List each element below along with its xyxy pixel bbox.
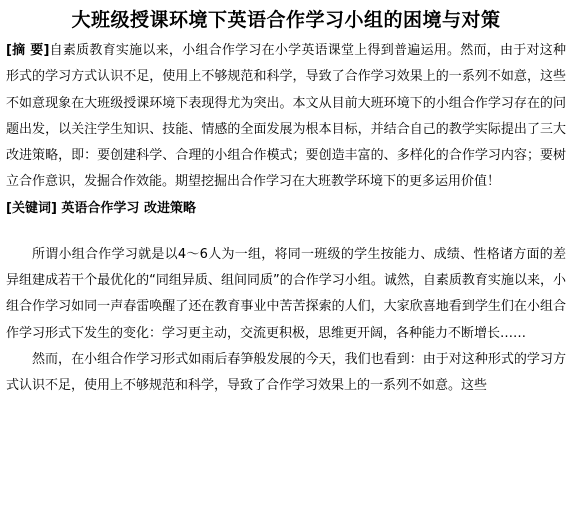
body-paragraph-1: 所谓小组合作学习就是以4～6人为一组，将同一班级的学生按能力、成绩、性格诸方面的差异组建成若干个最优化的“同组异质、组间同质”的合作学习小组。诚然，自素质教育实施以来，小组合作学习如同一声春雷唤醒了还在教育事业中苦苦探索的人们，大家欣喜地看到学生们在小组合作学习形式下发生的变化：学习更主动，交流更积极，思维更开阔，各种能力不断增长…… — [6, 246, 566, 341]
keywords-text: 英语合作学习 改进策略 — [61, 200, 196, 216]
paragraph-spacer — [6, 222, 566, 242]
abstract-text: 自素质教育实施以来，小组合作学习在小学英语课堂上得到普遍运用。然而，由于对这种形式的学习方式认识不足，使用上不够规范和科学，导致了合作学习效果上的一系列不如意，这些不如意现象在大班级授课环境下表现得尤为突出。本文从目前大班环境下的小组合作学习存在的问题出发，以关注学生知识、技能、情感的全面发展为根本目标，并结合自己的教学实际提出了三大改进策略，即：要创建科学、合理的小组合作模式；要创造丰富的、多样化的合作学习内容；要树立合作意识，发掘合作效能。期望挖掘出合作学习在大班教学环境下的更多运用价值！ — [6, 43, 566, 190]
abstract-label: [摘 要] — [6, 43, 50, 58]
document-title: 大班级授课环境下英语合作学习小组的困境与对策 — [71, 9, 501, 31]
keywords-label: [关键词] — [6, 200, 57, 216]
body-paragraph-2: 然而，在小组合作学习形式如雨后春笋般发展的今天，我们也看到：由于对这种形式的学习方式认识不足，使用上不够规范和科学，导致了合作学习效果上的一系列不如意。这些 — [6, 351, 566, 394]
keywords-line — [6, 196, 566, 222]
abstract-paragraph — [6, 38, 566, 196]
